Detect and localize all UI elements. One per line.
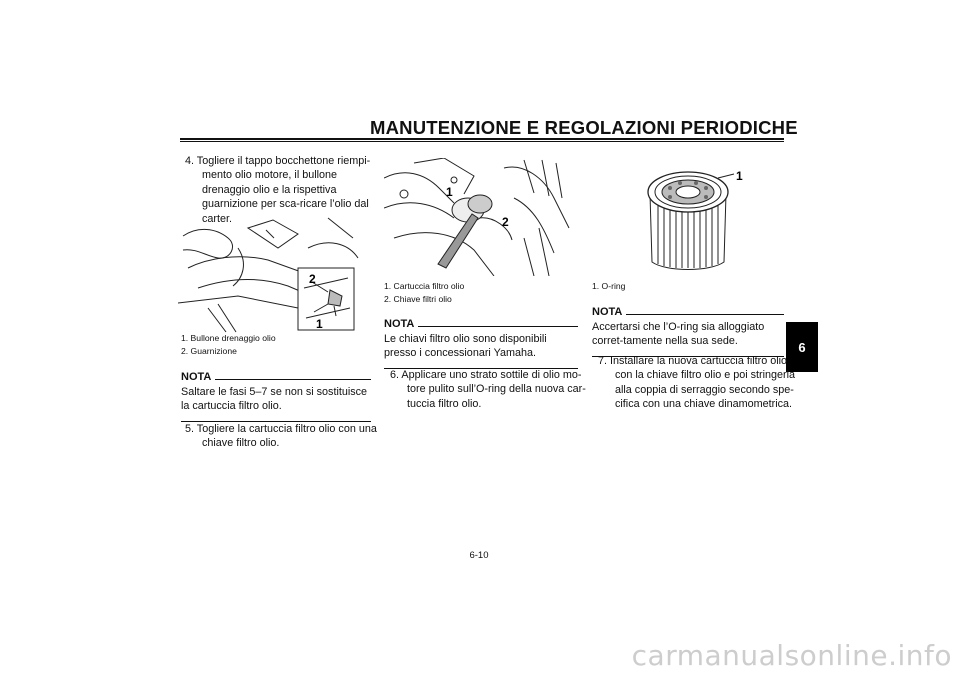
figure-caption-list: [592, 280, 782, 293]
step-7: 7. Installare la nuova cartuccia filtro olio con la chiave filtro olio e poi stringerla alla coppia di serraggio secondo spe-cifica con una chiave dinamometrica.: [598, 355, 796, 411]
nota-text: Saltare le fasi 5–7 se non si sostituisce la cartuccia filtro olio.: [181, 386, 368, 413]
nota-rule: [418, 326, 578, 327]
header-rule: [180, 138, 784, 140]
nota-box: [181, 371, 371, 422]
step-6: 6. Applicare uno strato sottile di olio mo-tore pulito sull’O-ring della nuova car-tuccia filtro olio.: [390, 369, 586, 410]
caption-item: 1. Bullone drenaggio olio: [181, 333, 276, 343]
caption-item: 2. Chiave filtri olio: [384, 293, 452, 304]
caption-item: 2. Guarnizione: [181, 345, 237, 356]
caption-item: 1. Cartuccia filtro olio: [384, 281, 465, 291]
watermark: carmanualsonline.info: [631, 639, 952, 672]
figure-callout-1: 1: [316, 317, 323, 331]
caption-item: 1. O-ring: [592, 281, 626, 291]
figure-caption-list: [384, 280, 574, 305]
nota-box: [384, 318, 578, 369]
figure-caption-list: [181, 332, 371, 357]
figure-callout-1: 1: [446, 185, 453, 199]
figure-callout-1: 1: [736, 169, 743, 183]
nota-heading: [181, 371, 371, 383]
nota-label: NOTA: [592, 306, 623, 318]
step-4: 4. Togliere il tappo bocchettone riempi-mento olio motore, il bullone drenaggio olio e la rispettiva guarnizione per sca-ricare l’olio dal carter.: [185, 155, 371, 225]
nota-rule: [626, 314, 784, 315]
page-number: 6-10: [469, 550, 489, 561]
header-rule-thin: [180, 141, 784, 142]
oil-filter-cartridge-figure: [636, 158, 746, 276]
figure-callout-2: 2: [309, 272, 316, 286]
drain-bolt-figure: [178, 208, 362, 333]
figure-callout-2: 2: [502, 215, 509, 229]
nota-box: [592, 306, 784, 357]
nota-text: Le chiavi filtro olio sono disponibili presso i concessionari Yamaha.: [384, 333, 547, 360]
nota-label: NOTA: [181, 371, 212, 383]
nota-label: NOTA: [384, 318, 415, 330]
nota-rule: [215, 379, 371, 380]
nota-heading: [384, 318, 578, 330]
page-title: MANUTENZIONE E REGOLAZIONI PERIODICHE: [370, 117, 798, 138]
chapter-tab[interactable]: 6: [786, 322, 818, 372]
nota-text: Accertarsi che l’O-ring sia alloggiato corret-tamente nella sua sede.: [592, 321, 765, 348]
oil-filter-removal-figure: [384, 158, 574, 276]
step-5: 5. Togliere la cartuccia filtro olio con una chiave filtro olio.: [185, 423, 377, 450]
nota-heading: [592, 306, 784, 318]
